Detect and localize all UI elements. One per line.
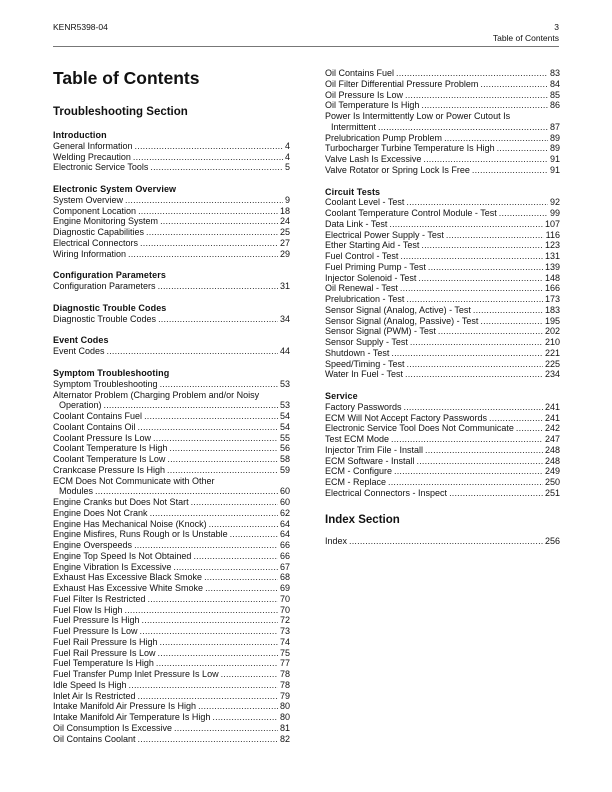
toc-entry[interactable]: Test ECM Mode ..... 247: [325, 434, 560, 445]
toc-entry[interactable]: Fuel Pressure Is Low ..... 73: [53, 626, 290, 637]
toc-entry[interactable]: Coolant Contains Oil ..... 54: [53, 422, 290, 433]
section-title-troubleshooting: Troubleshooting Section: [53, 106, 188, 118]
toc-entry[interactable]: Electrical Connectors ..... 27: [53, 238, 290, 249]
group-title: Event Codes: [53, 335, 109, 346]
header-rule: [53, 46, 559, 47]
toc-entry[interactable]: Intake Manifold Air Temperature Is High ..... 80: [53, 712, 290, 723]
toc-entry[interactable]: Electrical Power Supply - Test ..... 116: [325, 230, 560, 241]
page-number: 3: [554, 22, 559, 32]
toc-entry[interactable]: Engine Misfires, Runs Rough or Is Unstable ..... 64: [53, 529, 290, 540]
toc-entry[interactable]: Coolant Temperature Control Module - Test ..... 99: [325, 208, 560, 219]
toc-entry[interactable]: Sensor Signal (PWM) - Test ..... 202: [325, 326, 560, 337]
toc-entry[interactable]: Fuel Control - Test ..... 131: [325, 251, 560, 262]
toc-entry[interactable]: Prelubrication - Test ..... 173: [325, 294, 560, 305]
toc-entry[interactable]: Fuel Temperature Is High ..... 77: [53, 658, 290, 669]
toc-right-column: [325, 68, 560, 546]
toc-entry[interactable]: Valve Lash Is Excessive ..... 91: [325, 154, 560, 165]
group-title: Circuit Tests: [325, 186, 381, 197]
toc-entry[interactable]: Data Link - Test ..... 107: [325, 219, 560, 230]
toc-entry[interactable]: Exhaust Has Excessive White Smoke ..... 69: [53, 583, 290, 594]
toc-entry[interactable]: Exhaust Has Excessive Black Smoke ..... 68: [53, 572, 290, 583]
toc-entry[interactable]: Crankcase Pressure Is High ..... 59: [53, 465, 290, 476]
toc-entry[interactable]: Turbocharger Turbine Temperature Is High ..... 89: [325, 143, 560, 154]
toc-entry[interactable]: System Overview ..... 9: [53, 195, 290, 206]
toc-entry[interactable]: Diagnostic Trouble Codes ..... 34: [53, 314, 290, 325]
toc-entry[interactable]: Sensor Signal (Analog, Active) - Test ..... 183: [325, 305, 560, 316]
toc-entry[interactable]: Oil Consumption Is Excessive ..... 81: [53, 723, 290, 734]
toc-entry[interactable]: Engine Cranks but Does Not Start ..... 60: [53, 497, 290, 508]
toc-group-introduction: [53, 130, 290, 173]
toc-entry[interactable]: Fuel Pressure Is High ..... 72: [53, 615, 290, 626]
toc-group-symptom-continued: [325, 68, 560, 176]
toc-entry[interactable]: ECM Software - Install ..... 248: [325, 456, 560, 467]
toc-entry-index[interactable]: Index ..... 256: [325, 536, 560, 547]
toc-entry[interactable]: Diagnostic Capabilities ..... 25: [53, 227, 290, 238]
section-title-index: Index Section: [325, 513, 400, 526]
running-header: [493, 22, 559, 44]
toc-entry[interactable]: Oil Renewal - Test ..... 166: [325, 283, 560, 294]
toc-entry[interactable]: Engine Vibration Is Excessive ..... 67: [53, 562, 290, 573]
toc-entry[interactable]: Coolant Temperature Is High ..... 56: [53, 443, 290, 454]
toc-entry[interactable]: Engine Top Speed Is Not Obtained ..... 66: [53, 551, 290, 562]
toc-entry[interactable]: Water In Fuel - Test ..... 234: [325, 369, 560, 380]
toc-entry[interactable]: Factory Passwords ..... 241: [325, 402, 560, 413]
toc-entry[interactable]: Symptom Troubleshooting ..... 53: [53, 379, 290, 390]
toc-entry[interactable]: General Information ..... 4: [53, 141, 290, 152]
group-title: Symptom Troubleshooting: [53, 367, 170, 378]
toc-entry[interactable]: Sensor Signal (Analog, Passive) - Test ..... 195: [325, 316, 560, 327]
toc-entry[interactable]: Event Codes ..... 44: [53, 346, 290, 357]
toc-left-column: [53, 62, 290, 744]
toc-entry[interactable]: Fuel Priming Pump - Test ..... 139: [325, 262, 560, 273]
toc-entry[interactable]: Sensor Supply - Test ..... 210: [325, 337, 560, 348]
toc-entry[interactable]: ECM Will Not Accept Factory Passwords ..... 241: [325, 413, 560, 424]
toc-group-configuration-parameters: [53, 270, 290, 292]
toc-entry[interactable]: Electronic Service Tool Does Not Communicate ..... 242: [325, 423, 560, 434]
toc-entry[interactable]: ECM - Replace ..... 250: [325, 477, 560, 488]
toc-entry[interactable]: Injector Trim File - Install ..... 248: [325, 445, 560, 456]
toc-entry[interactable]: Speed/Timing - Test ..... 225: [325, 359, 560, 370]
toc-entry[interactable]: Engine Overspeeds ..... 66: [53, 540, 290, 551]
group-title: Diagnostic Trouble Codes: [53, 302, 167, 313]
toc-entry[interactable]: Electrical Connectors - Inspect ..... 251: [325, 488, 560, 499]
toc-entry[interactable]: Electronic Service Tools ..... 5: [53, 162, 290, 173]
toc-group-circuit-tests: [325, 187, 560, 381]
toc-entry[interactable]: Coolant Contains Fuel ..... 54: [53, 411, 290, 422]
toc-entry[interactable]: Oil Contains Fuel ..... 83: [325, 68, 560, 79]
document-id: KENR5398-04: [53, 22, 108, 32]
toc-entry[interactable]: Configuration Parameters ..... 31: [53, 281, 290, 292]
toc-entry[interactable]: Coolant Pressure Is Low ..... 55: [53, 433, 290, 444]
toc-entry[interactable]: Component Location ..... 18: [53, 206, 290, 217]
toc-entry[interactable]: Fuel Transfer Pump Inlet Pressure Is Low ..... 78: [53, 669, 290, 680]
toc-entry[interactable]: Fuel Filter Is Restricted ..... 70: [53, 594, 290, 605]
toc-entry[interactable]: Oil Filter Differential Pressure Problem ..... 84: [325, 79, 560, 90]
toc-entry[interactable]: Valve Rotator or Spring Lock Is Free ..... 91: [325, 165, 560, 176]
toc-entry[interactable]: Power Is Intermittently Low or Power Cutout Is Intermittent ..... 87: [325, 111, 560, 133]
toc-group-event-codes: [53, 335, 290, 357]
toc-entry[interactable]: Coolant Level - Test ..... 92: [325, 197, 560, 208]
toc-entry[interactable]: Alternator Problem (Charging Problem and/or Noisy Operation) ..... 53: [53, 390, 290, 412]
toc-entry[interactable]: Coolant Temperature Is Low ..... 58: [53, 454, 290, 465]
toc-entry[interactable]: Fuel Rail Pressure Is Low ..... 75: [53, 648, 290, 659]
toc-entry[interactable]: Injector Solenoid - Test ..... 148: [325, 273, 560, 284]
toc-group-diagnostic-trouble-codes: [53, 303, 290, 325]
toc-group-electronic-system-overview: [53, 184, 290, 259]
toc-group-symptom-troubleshooting: [53, 368, 290, 744]
group-title: Configuration Parameters: [53, 270, 166, 281]
toc-entry[interactable]: Fuel Rail Pressure Is High ..... 74: [53, 637, 290, 648]
toc-entry[interactable]: Oil Temperature Is High ..... 86: [325, 100, 560, 111]
toc-entry[interactable]: Fuel Flow Is High ..... 70: [53, 605, 290, 616]
toc-group-service: [325, 391, 560, 499]
toc-entry[interactable]: Intake Manifold Air Pressure Is High ..... 80: [53, 701, 290, 712]
group-title: Introduction: [53, 130, 107, 140]
toc-entry[interactable]: Engine Has Mechanical Noise (Knock) ..... 64: [53, 519, 290, 530]
toc-entry[interactable]: ECM Does Not Communicate with Other Modules ..... 60: [53, 476, 290, 498]
toc-entry[interactable]: Inlet Air Is Restricted ..... 79: [53, 691, 290, 702]
toc-entry[interactable]: Idle Speed Is High ..... 78: [53, 680, 290, 691]
toc-entry[interactable]: Ether Starting Aid - Test ..... 123: [325, 240, 560, 251]
toc-entry[interactable]: Engine Does Not Crank ..... 62: [53, 508, 290, 519]
group-title: Electronic System Overview: [53, 184, 177, 195]
toc-entry[interactable]: Welding Precaution ..... 4: [53, 152, 290, 163]
toc-entry[interactable]: ECM - Configure ..... 249: [325, 466, 560, 477]
toc-entry[interactable]: Oil Pressure Is Low ..... 85: [325, 90, 560, 101]
toc-entry[interactable]: Engine Monitoring System ..... 24: [53, 216, 290, 227]
toc-entry[interactable]: Wiring Information ..... 29: [53, 249, 290, 260]
toc-entry[interactable]: Prelubrication Pump Problem ..... 89: [325, 133, 560, 144]
running-title: Table of Contents: [492, 33, 559, 43]
page-title: Table of Contents: [53, 68, 200, 88]
group-title: Service: [325, 391, 358, 402]
toc-entry[interactable]: Oil Contains Coolant ..... 82: [53, 734, 290, 745]
toc-entry[interactable]: Shutdown - Test ..... 221: [325, 348, 560, 359]
